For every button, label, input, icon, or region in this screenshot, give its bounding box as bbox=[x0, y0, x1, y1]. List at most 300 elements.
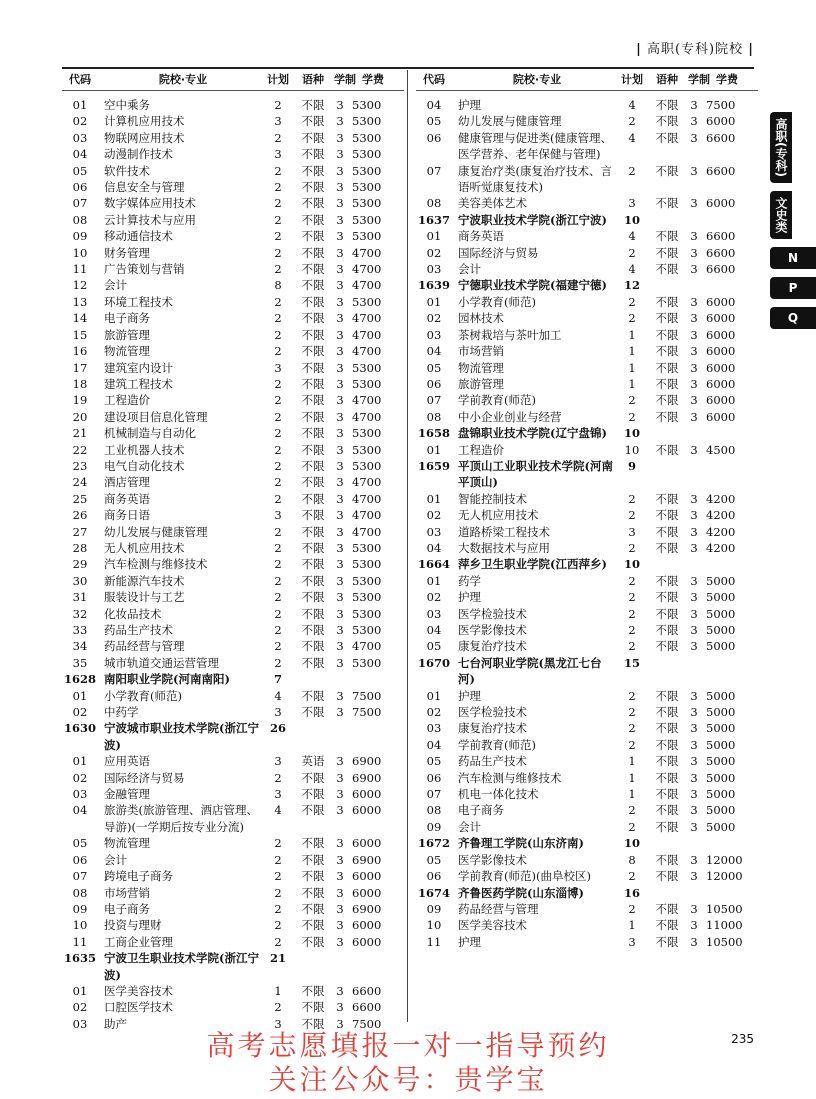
school-row bbox=[416, 835, 758, 851]
row-plan: 2 bbox=[274, 376, 282, 391]
row-fee: 5000 bbox=[706, 705, 736, 720]
row-plan: 2 bbox=[274, 442, 282, 457]
major-row bbox=[416, 819, 758, 835]
row-plan: 8 bbox=[274, 278, 282, 293]
major-row bbox=[62, 360, 404, 376]
row-years: 3 bbox=[336, 311, 344, 326]
row-code: 05 bbox=[426, 114, 442, 129]
row-plan: 2 bbox=[628, 294, 636, 309]
row-lang: 不限 bbox=[301, 311, 325, 326]
row-lang: 不限 bbox=[301, 163, 325, 178]
major-row bbox=[416, 622, 758, 638]
row-lang: 不限 bbox=[655, 311, 679, 326]
row-lang bbox=[294, 950, 332, 983]
row-lang: 不限 bbox=[301, 688, 325, 703]
row-years: 3 bbox=[336, 918, 344, 933]
row-lang bbox=[648, 556, 686, 572]
row-plan: 2 bbox=[274, 852, 282, 867]
row-name: 医学美容技术 bbox=[104, 983, 173, 998]
row-code: 11 bbox=[72, 262, 88, 277]
row-plan: 2 bbox=[274, 918, 282, 933]
row-years: 3 bbox=[690, 934, 698, 949]
major-row bbox=[62, 228, 404, 244]
row-code: 01 bbox=[426, 491, 442, 506]
row-name: 市场营销 bbox=[104, 885, 150, 900]
row-name: 建筑工程技术 bbox=[104, 376, 173, 391]
row-lang: 不限 bbox=[655, 606, 679, 621]
row-years: 3 bbox=[690, 721, 698, 736]
row-name: 会计 bbox=[458, 819, 481, 834]
row-lang: 不限 bbox=[655, 196, 679, 211]
row-lang: 不限 bbox=[301, 983, 325, 998]
row-code: 04 bbox=[426, 737, 442, 752]
row-code: 18 bbox=[72, 376, 88, 391]
row-years: 3 bbox=[690, 705, 698, 720]
row-fee: 5000 bbox=[706, 770, 736, 785]
row-name: 化妆品技术 bbox=[104, 606, 162, 621]
row-name: 医学检验技术 bbox=[458, 705, 527, 720]
major-row bbox=[416, 720, 758, 736]
major-row bbox=[416, 491, 758, 507]
row-fee: 5300 bbox=[352, 130, 382, 145]
row-years: 3 bbox=[336, 491, 344, 506]
row-years: 3 bbox=[336, 573, 344, 588]
row-code: 04 bbox=[72, 803, 88, 818]
row-plan: 2 bbox=[274, 163, 282, 178]
row-fee: 5000 bbox=[706, 803, 736, 818]
row-code: 01 bbox=[72, 983, 88, 998]
major-row bbox=[62, 294, 404, 310]
row-years: 3 bbox=[690, 590, 698, 605]
row-plan: 4 bbox=[628, 130, 636, 145]
row-code: 09 bbox=[72, 901, 88, 916]
tab-q[interactable]: Q bbox=[770, 307, 816, 329]
row-lang: 不限 bbox=[655, 934, 679, 949]
row-years bbox=[686, 556, 702, 572]
major-row bbox=[62, 343, 404, 359]
row-code: 02 bbox=[72, 705, 88, 720]
row-plan: 2 bbox=[628, 163, 636, 178]
row-lang: 不限 bbox=[655, 98, 679, 112]
header-code: 代码 bbox=[423, 73, 445, 86]
row-name: 萍乡卫生职业学院(江西萍乡) bbox=[458, 557, 607, 572]
row-name: 汽车检测与维修技术 bbox=[104, 557, 208, 572]
row-fee bbox=[348, 720, 396, 753]
row-code: 14 bbox=[72, 311, 88, 326]
major-row bbox=[62, 770, 404, 786]
row-code: 03 bbox=[426, 327, 442, 342]
row-fee: 4700 bbox=[352, 344, 382, 359]
row-fee: 4700 bbox=[352, 245, 382, 260]
tab-vocational[interactable]: 高职(专科) bbox=[770, 112, 792, 183]
row-code: 07 bbox=[426, 163, 442, 178]
row-years: 3 bbox=[336, 475, 344, 490]
row-name: 工程造价 bbox=[104, 393, 150, 408]
row-name: 财务管理 bbox=[104, 245, 150, 260]
row-name: 应用英语 bbox=[104, 754, 150, 769]
row-name: 信息安全与管理 bbox=[104, 180, 185, 195]
row-name: 学前教育(师范)(曲阜校区) bbox=[458, 869, 591, 884]
row-plan: 2 bbox=[274, 327, 282, 342]
row-years: 3 bbox=[336, 1000, 344, 1015]
row-fee: 6000 bbox=[352, 918, 382, 933]
major-row bbox=[416, 360, 758, 376]
header-code: 代码 bbox=[69, 73, 91, 86]
row-fee: 7500 bbox=[706, 98, 736, 112]
row-plan: 2 bbox=[274, 885, 282, 900]
row-code: 1664 bbox=[417, 557, 450, 572]
row-fee: 5300 bbox=[352, 442, 382, 457]
row-code: 17 bbox=[72, 360, 88, 375]
row-fee: 6600 bbox=[706, 130, 736, 145]
major-row bbox=[416, 130, 758, 163]
row-years: 3 bbox=[690, 540, 698, 555]
row-code: 06 bbox=[426, 376, 442, 391]
row-fee: 4700 bbox=[352, 491, 382, 506]
row-lang: 不限 bbox=[301, 852, 325, 867]
row-code: 08 bbox=[426, 409, 442, 424]
row-plan: 26 bbox=[269, 721, 286, 736]
row-plan: 2 bbox=[628, 573, 636, 588]
row-lang: 不限 bbox=[301, 803, 325, 818]
row-years: 3 bbox=[690, 803, 698, 818]
major-row bbox=[416, 294, 758, 310]
row-fee: 5300 bbox=[352, 573, 382, 588]
row-plan: 2 bbox=[274, 623, 282, 637]
row-lang: 不限 bbox=[301, 262, 325, 277]
row-code: 28 bbox=[72, 540, 88, 555]
tab-p[interactable]: P bbox=[770, 277, 816, 299]
row-plan: 2 bbox=[628, 639, 636, 654]
header-years: 学制 bbox=[688, 73, 710, 86]
major-row bbox=[416, 770, 758, 786]
row-lang: 不限 bbox=[301, 212, 325, 227]
row-code: 16 bbox=[72, 344, 88, 359]
row-plan: 2 bbox=[274, 1000, 282, 1015]
major-row bbox=[62, 852, 404, 868]
row-plan: 2 bbox=[628, 245, 636, 260]
row-lang bbox=[648, 835, 686, 851]
header-plan: 计划 bbox=[621, 73, 643, 86]
major-row bbox=[416, 507, 758, 523]
row-code: 06 bbox=[426, 770, 442, 785]
tab-liberal-arts[interactable]: 文史类 bbox=[770, 191, 792, 239]
row-fee: 4700 bbox=[352, 524, 382, 539]
row-years: 3 bbox=[336, 245, 344, 260]
row-plan: 2 bbox=[274, 262, 282, 277]
row-years: 3 bbox=[690, 442, 698, 457]
row-fee: 4200 bbox=[706, 540, 736, 555]
row-fee: 6900 bbox=[352, 852, 382, 867]
row-code: 13 bbox=[72, 294, 88, 309]
school-row bbox=[62, 720, 404, 753]
row-fee: 4200 bbox=[706, 524, 736, 539]
row-fee: 4500 bbox=[706, 442, 736, 457]
major-row bbox=[416, 376, 758, 392]
row-code: 05 bbox=[426, 754, 442, 769]
row-fee: 5000 bbox=[706, 819, 736, 834]
row-years: 3 bbox=[336, 508, 344, 523]
row-code: 10 bbox=[426, 918, 442, 933]
major-row bbox=[62, 277, 404, 293]
row-code: 06 bbox=[72, 180, 88, 195]
row-fee: 5300 bbox=[352, 655, 382, 670]
row-fee bbox=[702, 425, 750, 441]
row-plan: 2 bbox=[274, 196, 282, 211]
row-lang: 不限 bbox=[301, 114, 325, 129]
row-lang: 不限 bbox=[301, 606, 325, 621]
right-table-body bbox=[416, 97, 758, 950]
row-fee: 4700 bbox=[352, 311, 382, 326]
row-plan: 2 bbox=[628, 737, 636, 752]
row-name: 汽车检测与维修技术 bbox=[458, 770, 562, 785]
row-fee bbox=[702, 277, 750, 293]
row-fee: 6000 bbox=[352, 787, 382, 802]
row-lang: 不限 bbox=[301, 491, 325, 506]
major-row bbox=[62, 983, 404, 999]
row-lang: 不限 bbox=[301, 639, 325, 654]
row-fee: 5300 bbox=[352, 180, 382, 195]
row-name: 药品经营与管理 bbox=[458, 901, 539, 916]
row-lang: 不限 bbox=[655, 623, 679, 637]
row-fee: 5300 bbox=[352, 540, 382, 555]
major-row bbox=[62, 310, 404, 326]
row-lang: 不限 bbox=[301, 1016, 325, 1031]
row-lang: 不限 bbox=[301, 590, 325, 605]
row-plan: 10 bbox=[623, 426, 640, 441]
row-years: 3 bbox=[336, 770, 344, 785]
row-plan: 2 bbox=[628, 705, 636, 720]
major-row bbox=[416, 901, 758, 917]
row-fee: 5000 bbox=[706, 606, 736, 621]
row-lang bbox=[648, 212, 686, 228]
row-plan: 2 bbox=[274, 770, 282, 785]
row-lang: 不限 bbox=[655, 344, 679, 359]
major-row bbox=[62, 409, 404, 425]
row-lang: 不限 bbox=[301, 918, 325, 933]
row-name: 跨境电子商务 bbox=[104, 869, 173, 884]
row-plan: 2 bbox=[274, 458, 282, 473]
row-plan: 2 bbox=[628, 508, 636, 523]
row-code: 29 bbox=[72, 557, 88, 572]
major-row bbox=[62, 802, 404, 835]
row-years: 3 bbox=[336, 163, 344, 178]
row-code: 02 bbox=[72, 114, 88, 129]
row-plan: 2 bbox=[274, 639, 282, 654]
row-plan: 2 bbox=[628, 869, 636, 884]
row-plan: 2 bbox=[628, 819, 636, 834]
row-lang: 不限 bbox=[301, 98, 325, 112]
row-years: 3 bbox=[336, 803, 344, 818]
major-row bbox=[416, 327, 758, 343]
major-row bbox=[62, 195, 404, 211]
row-lang: 不限 bbox=[301, 557, 325, 572]
row-plan: 3 bbox=[628, 934, 636, 949]
row-code: 05 bbox=[426, 360, 442, 375]
row-code: 05 bbox=[426, 852, 442, 867]
row-name: 药品生产技术 bbox=[458, 754, 527, 769]
row-code: 12 bbox=[72, 278, 88, 293]
row-lang: 不限 bbox=[301, 245, 325, 260]
row-plan: 1 bbox=[628, 376, 636, 391]
row-fee: 5000 bbox=[706, 623, 736, 637]
row-name: 空中乘务 bbox=[104, 98, 150, 112]
major-row bbox=[62, 655, 404, 671]
row-fee: 12000 bbox=[706, 869, 743, 884]
row-plan: 2 bbox=[628, 623, 636, 637]
row-code: 26 bbox=[72, 508, 88, 523]
row-lang: 不限 bbox=[655, 852, 679, 867]
row-years: 3 bbox=[336, 1016, 344, 1031]
major-row bbox=[416, 786, 758, 802]
major-row bbox=[416, 753, 758, 769]
row-fee bbox=[702, 655, 750, 688]
row-code: 32 bbox=[72, 606, 88, 621]
row-fee: 5000 bbox=[706, 754, 736, 769]
row-years bbox=[332, 950, 348, 983]
row-name: 物联网应用技术 bbox=[104, 130, 185, 145]
row-lang bbox=[648, 885, 686, 901]
row-years: 3 bbox=[336, 147, 344, 162]
row-years: 3 bbox=[336, 623, 344, 637]
page-number: 235 bbox=[731, 1032, 754, 1046]
major-row bbox=[416, 852, 758, 868]
major-row bbox=[62, 327, 404, 343]
row-fee: 7500 bbox=[352, 1016, 382, 1031]
row-code: 02 bbox=[426, 590, 442, 605]
row-name: 健康管理与促进类(健康管理、医学营养、老年保健与管理) bbox=[458, 130, 612, 162]
header-name: 院校·专业 bbox=[512, 73, 562, 86]
header-lang: 语种 bbox=[302, 73, 324, 86]
tab-n[interactable]: N bbox=[770, 247, 816, 269]
row-name: 宁波城市职业技术学院(浙江宁波) bbox=[104, 721, 259, 752]
row-fee: 10500 bbox=[706, 934, 743, 949]
major-row bbox=[416, 245, 758, 261]
row-lang: 不限 bbox=[301, 623, 325, 637]
row-name: 工业机器人技术 bbox=[104, 442, 185, 457]
row-years bbox=[332, 720, 348, 753]
row-fee: 5300 bbox=[352, 426, 382, 441]
row-years: 3 bbox=[336, 180, 344, 195]
row-code: 1639 bbox=[417, 278, 450, 293]
row-code: 06 bbox=[72, 852, 88, 867]
major-row bbox=[62, 901, 404, 917]
row-name: 药学 bbox=[458, 573, 481, 588]
row-code: 08 bbox=[72, 212, 88, 227]
row-name: 美容美体艺术 bbox=[458, 196, 527, 211]
row-fee: 6000 bbox=[352, 934, 382, 949]
row-years: 3 bbox=[336, 524, 344, 539]
row-name: 护理 bbox=[458, 590, 481, 605]
row-plan: 1 bbox=[628, 754, 636, 769]
row-code: 24 bbox=[72, 475, 88, 490]
major-row bbox=[62, 179, 404, 195]
row-years: 3 bbox=[336, 196, 344, 211]
row-code: 02 bbox=[426, 705, 442, 720]
major-row bbox=[62, 622, 404, 638]
row-plan: 1 bbox=[628, 344, 636, 359]
major-row bbox=[62, 589, 404, 605]
row-name: 医学美容技术 bbox=[458, 918, 527, 933]
major-row bbox=[416, 524, 758, 540]
row-code: 04 bbox=[426, 344, 442, 359]
row-plan: 3 bbox=[274, 508, 282, 523]
row-plan: 12 bbox=[623, 278, 640, 293]
row-lang: 不限 bbox=[301, 196, 325, 211]
row-name: 投资与理财 bbox=[104, 918, 162, 933]
row-name: 宁德职业技术学院(福建宁德) bbox=[458, 278, 607, 293]
row-name: 园林技术 bbox=[458, 311, 504, 326]
row-code: 04 bbox=[426, 623, 442, 637]
school-row bbox=[416, 655, 758, 688]
row-name: 酒店管理 bbox=[104, 475, 150, 490]
row-years: 3 bbox=[690, 344, 698, 359]
major-row bbox=[416, 163, 758, 196]
major-row bbox=[62, 606, 404, 622]
row-code: 33 bbox=[72, 623, 88, 637]
left-column bbox=[62, 70, 404, 1032]
row-fee: 12000 bbox=[706, 852, 743, 867]
row-lang: 不限 bbox=[301, 229, 325, 244]
row-lang: 不限 bbox=[655, 737, 679, 752]
row-lang: 不限 bbox=[655, 245, 679, 260]
row-plan: 2 bbox=[274, 573, 282, 588]
row-fee: 6900 bbox=[352, 754, 382, 769]
row-code: 05 bbox=[72, 836, 88, 851]
row-years: 3 bbox=[336, 557, 344, 572]
row-lang: 不限 bbox=[301, 393, 325, 408]
row-code: 06 bbox=[426, 130, 442, 145]
row-years: 3 bbox=[690, 623, 698, 637]
header-fee: 学费 bbox=[362, 73, 384, 86]
row-plan: 10 bbox=[623, 557, 640, 572]
row-name: 护理 bbox=[458, 98, 481, 112]
row-name: 机电一体化技术 bbox=[458, 787, 539, 802]
row-fee: 5000 bbox=[706, 787, 736, 802]
row-lang: 不限 bbox=[301, 524, 325, 539]
row-name: 机械制造与自动化 bbox=[104, 426, 196, 441]
row-name: 建设项目信息化管理 bbox=[104, 409, 208, 424]
row-name: 旅游管理 bbox=[104, 327, 150, 342]
row-lang: 不限 bbox=[301, 294, 325, 309]
row-code: 02 bbox=[72, 1000, 88, 1015]
row-name: 工商企业管理 bbox=[104, 934, 173, 949]
table-header bbox=[416, 70, 758, 91]
row-code: 1672 bbox=[417, 836, 450, 851]
row-code: 07 bbox=[72, 196, 88, 211]
row-lang bbox=[648, 655, 686, 688]
row-code: 04 bbox=[72, 147, 88, 162]
row-years: 3 bbox=[690, 639, 698, 654]
row-name: 医学检验技术 bbox=[458, 606, 527, 621]
row-name: 国际经济与贸易 bbox=[104, 770, 185, 785]
row-name: 学前教育(师范) bbox=[458, 393, 536, 408]
major-row bbox=[416, 868, 758, 884]
row-years: 3 bbox=[690, 869, 698, 884]
major-row bbox=[62, 885, 404, 901]
row-fee: 5000 bbox=[706, 688, 736, 703]
row-name: 齐鲁理工学院(山东济南) bbox=[458, 836, 584, 851]
row-name: 服装设计与工艺 bbox=[104, 590, 185, 605]
major-row bbox=[62, 704, 404, 720]
row-years: 3 bbox=[336, 754, 344, 769]
major-row bbox=[416, 310, 758, 326]
row-fee: 6600 bbox=[706, 245, 736, 260]
row-fee: 5000 bbox=[706, 737, 736, 752]
school-row bbox=[416, 425, 758, 441]
row-name: 中小企业创业与经营 bbox=[458, 409, 562, 424]
row-years: 3 bbox=[690, 819, 698, 834]
